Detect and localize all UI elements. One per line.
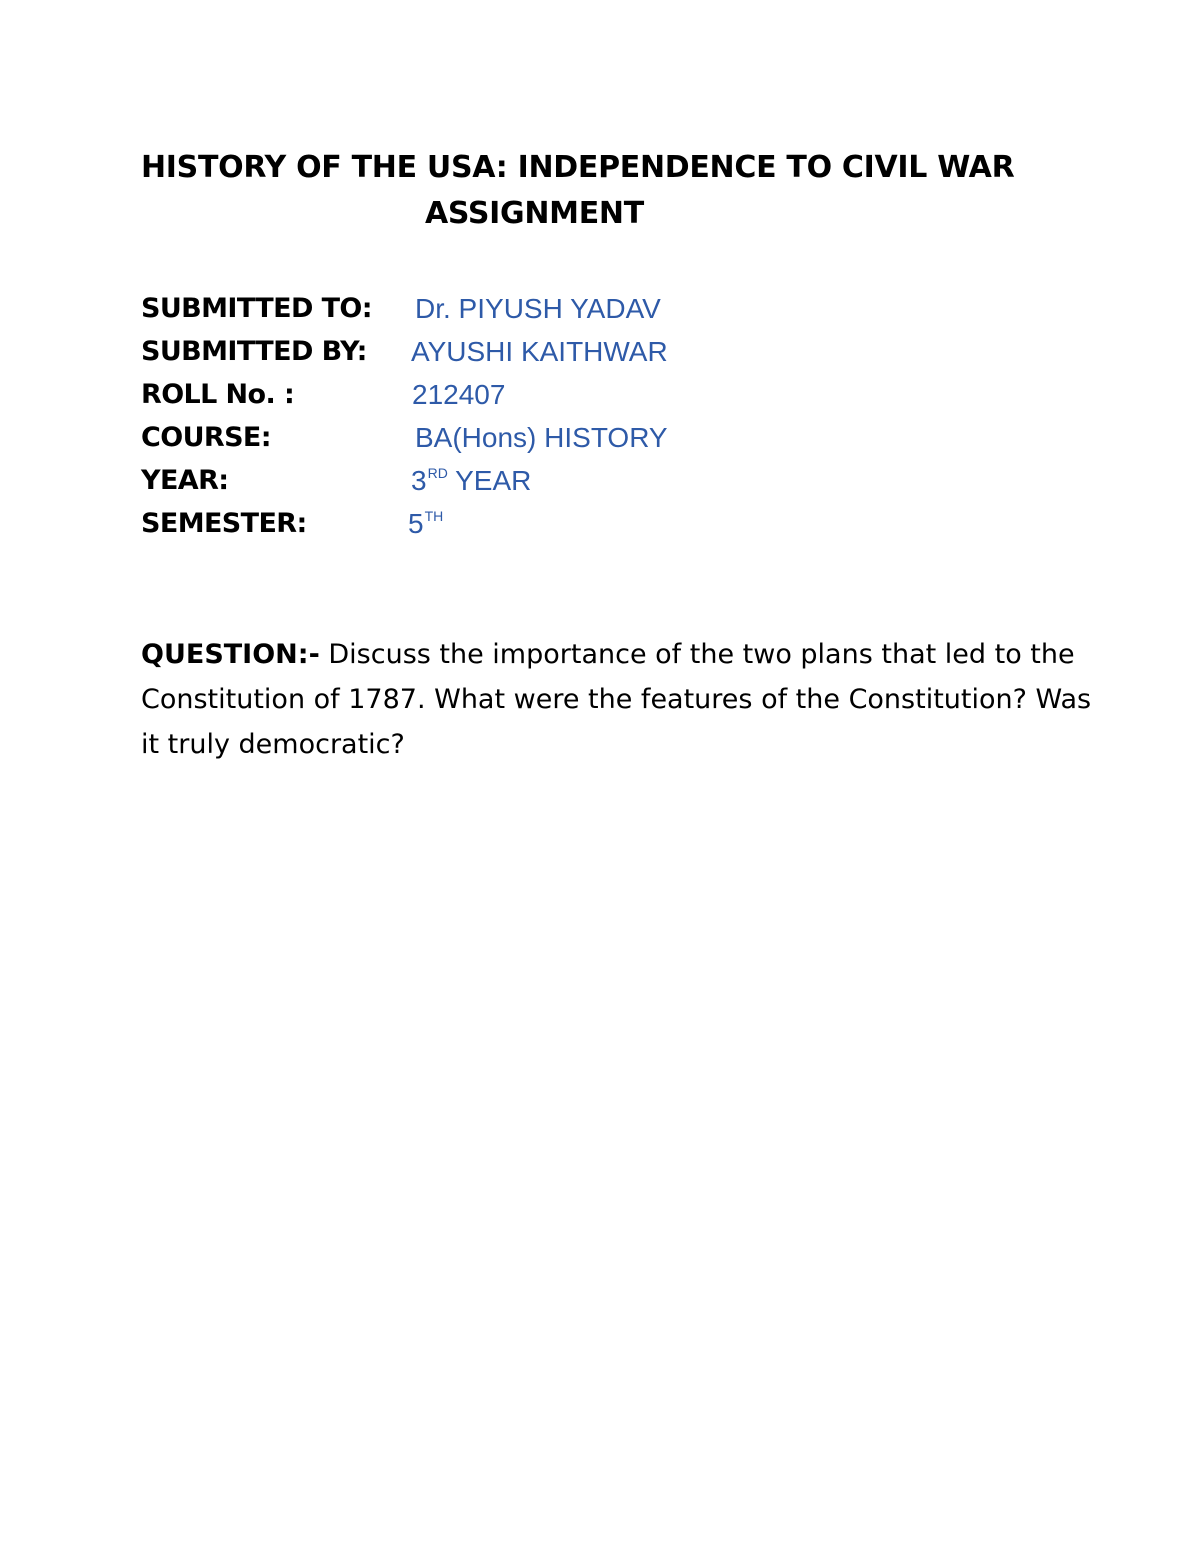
info-row-submitted-by <box>141 332 1041 372</box>
submitted-to-value: Dr. PIYUSH YADAV <box>415 293 661 324</box>
semester-number: 5 <box>408 508 424 539</box>
course-label: COURSE: <box>141 422 271 453</box>
info-row-submitted-to <box>141 289 1041 329</box>
roll-no-value: 212407 <box>412 379 506 410</box>
document-title: HISTORY OF THE USA: INDEPENDENCE TO CIVIL WAR <box>141 150 1015 185</box>
year-value <box>411 461 531 505</box>
submitted-by-value: AYUSHI KAITHWAR <box>411 336 668 367</box>
info-row-course <box>141 418 1041 458</box>
submitted-by-label: SUBMITTED BY: <box>141 336 367 367</box>
year-suffix: RD <box>427 465 448 481</box>
semester-suffix: TH <box>424 508 444 524</box>
semester-value <box>408 504 443 548</box>
info-row-year <box>141 461 1041 501</box>
course-value: BA(Hons) HISTORY <box>415 422 668 453</box>
year-label: YEAR: <box>141 465 229 496</box>
info-row-semester <box>141 504 1041 544</box>
question-text: Discuss the importance of the two plans that led to the Constitution of 1787. What were the features of the Constitution? Was it truly democratic? <box>141 639 1092 760</box>
semester-label: SEMESTER: <box>141 508 307 539</box>
year-number: 3 <box>411 465 427 496</box>
question-paragraph <box>141 632 1101 767</box>
submitted-to-label: SUBMITTED TO: <box>141 293 372 324</box>
document-subtitle: ASSIGNMENT <box>425 196 644 231</box>
year-rest: YEAR <box>447 465 532 496</box>
roll-no-label: ROLL No. : <box>141 379 295 410</box>
info-row-roll-no <box>141 375 1041 415</box>
question-label: QUESTION:- <box>141 639 320 670</box>
